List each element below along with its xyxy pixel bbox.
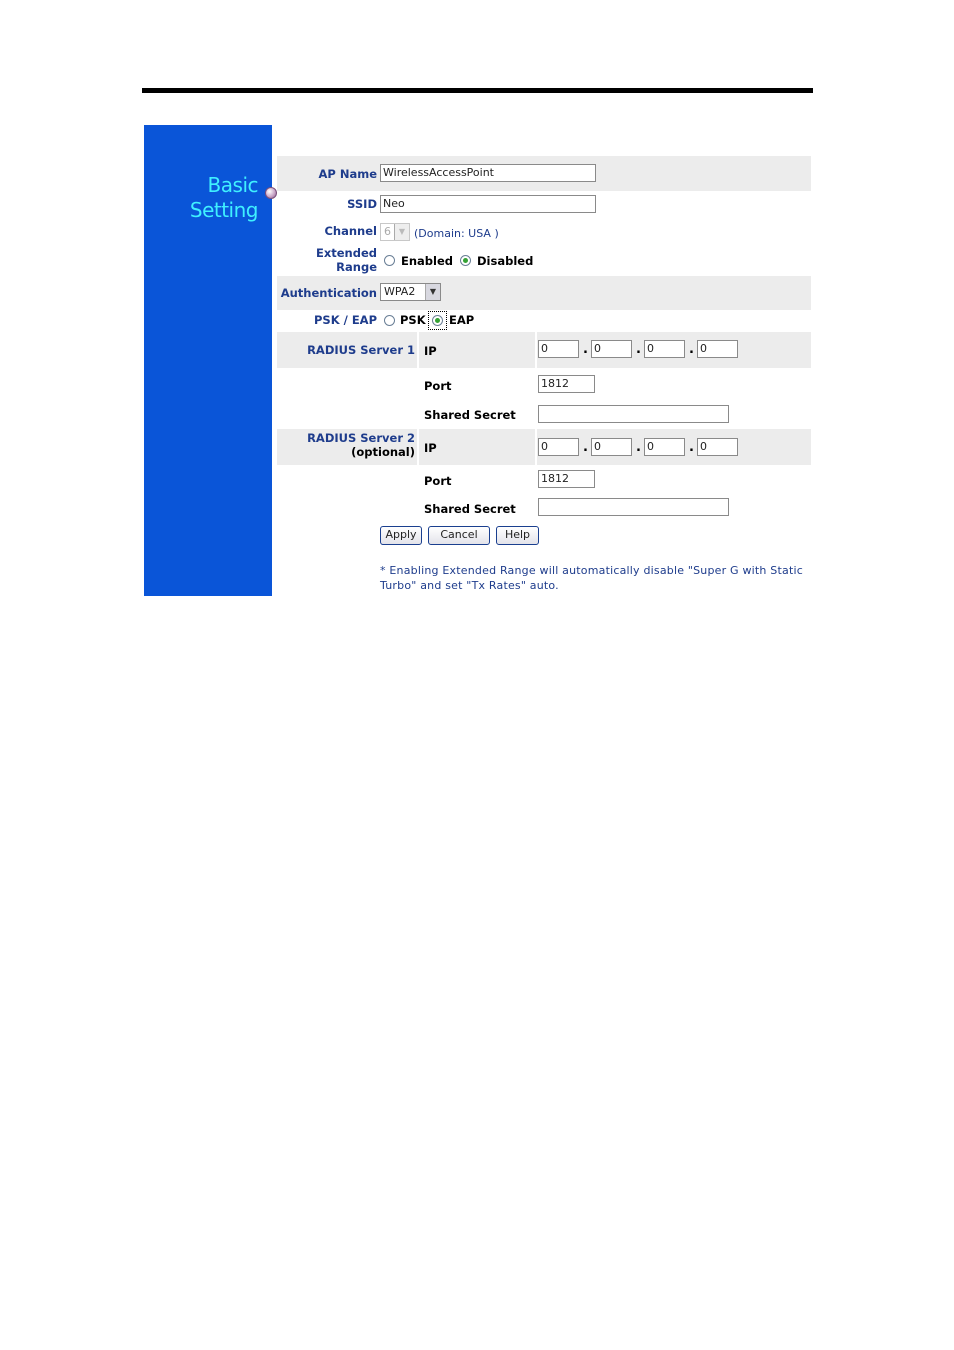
- eap-label: EAP: [449, 313, 475, 327]
- extended-range-label: [316, 246, 377, 274]
- radius2-port-input[interactable]: 1812: [538, 470, 595, 488]
- ip-separator: .: [636, 342, 641, 357]
- radius1-secret-input[interactable]: [538, 405, 729, 423]
- eap-radio[interactable]: [432, 315, 443, 326]
- psk-radio[interactable]: [384, 315, 395, 326]
- radius1-port-input[interactable]: 1812: [538, 375, 595, 393]
- radius1-secret-label: Shared Secret: [424, 408, 516, 422]
- ip-separator: .: [583, 342, 588, 357]
- extended-range-disabled-label: Disabled: [477, 254, 534, 268]
- radius2-ip-octet-2[interactable]: 0: [591, 438, 632, 456]
- sidebar-title-line2: Setting: [189, 198, 258, 222]
- radius1-ip-octet-3[interactable]: 0: [644, 340, 685, 358]
- radius2-label-line1: RADIUS Server 2: [307, 431, 415, 445]
- help-button[interactable]: Help: [496, 526, 539, 545]
- channel-domain-text: (Domain: USA ): [414, 227, 499, 240]
- ip-separator: .: [689, 440, 694, 455]
- radius2-ip-octet-1[interactable]: 0: [538, 438, 579, 456]
- radius2-port-label: Port: [424, 474, 452, 488]
- radius2-secret-label: Shared Secret: [424, 502, 516, 516]
- radius1-label: RADIUS Server 1: [307, 343, 415, 357]
- radius2-label-line2: (optional): [351, 445, 415, 459]
- psk-label: PSK: [400, 313, 426, 327]
- ip-separator: .: [583, 440, 588, 455]
- ap-name-input[interactable]: WirelessAccessPoint: [380, 164, 596, 182]
- page-top-rule: [142, 88, 813, 93]
- cancel-button[interactable]: Cancel: [428, 526, 490, 545]
- ap-name-label: AP Name: [318, 167, 377, 181]
- ssid-label: SSID: [347, 197, 377, 211]
- radius1-ip-octet-1[interactable]: 0: [538, 340, 579, 358]
- radius1-ip-octet-4[interactable]: 0: [697, 340, 738, 358]
- chevron-down-icon: ▼: [394, 224, 409, 240]
- radius2-ip-label: IP: [424, 441, 437, 455]
- authentication-select-value: WPA2: [384, 285, 416, 298]
- radius1-ip-label: IP: [424, 344, 437, 358]
- radius2-ip-octet-4[interactable]: 0: [697, 438, 738, 456]
- authentication-label: Authentication: [280, 286, 377, 300]
- channel-select-value: 6: [384, 225, 391, 238]
- radius2-secret-input[interactable]: [538, 498, 729, 516]
- radius1-ip-octet-2[interactable]: 0: [591, 340, 632, 358]
- sidebar: [144, 125, 272, 596]
- psk-eap-label: PSK / EAP: [313, 313, 377, 327]
- extended-range-enabled-radio[interactable]: [384, 255, 395, 266]
- apply-button[interactable]: Apply: [380, 526, 422, 545]
- extended-range-label-line1: Extended: [315, 246, 377, 260]
- sidebar-title: [190, 173, 258, 223]
- extended-range-enabled-label: Enabled: [401, 254, 454, 268]
- channel-label: Channel: [324, 224, 377, 238]
- ip-separator: .: [636, 440, 641, 455]
- extended-range-disabled-radio[interactable]: [460, 255, 471, 266]
- chevron-down-icon: ▼: [425, 284, 440, 300]
- radius1-port-label: Port: [424, 379, 452, 393]
- ip-separator: .: [689, 342, 694, 357]
- sidebar-title-line1: Basic: [207, 173, 258, 197]
- extended-range-label-line2: Range: [336, 260, 377, 274]
- channel-select[interactable]: [380, 223, 410, 241]
- radius2-ip-octet-3[interactable]: 0: [644, 438, 685, 456]
- radius2-label: [307, 431, 415, 459]
- sidebar-knob-icon: [265, 187, 277, 199]
- extended-range-note: * Enabling Extended Range will automatically disable "Super G with Static Turbo" and set "Tx Rates" auto.: [380, 564, 803, 592]
- ssid-input[interactable]: Neo: [380, 195, 596, 213]
- authentication-select[interactable]: [380, 283, 441, 301]
